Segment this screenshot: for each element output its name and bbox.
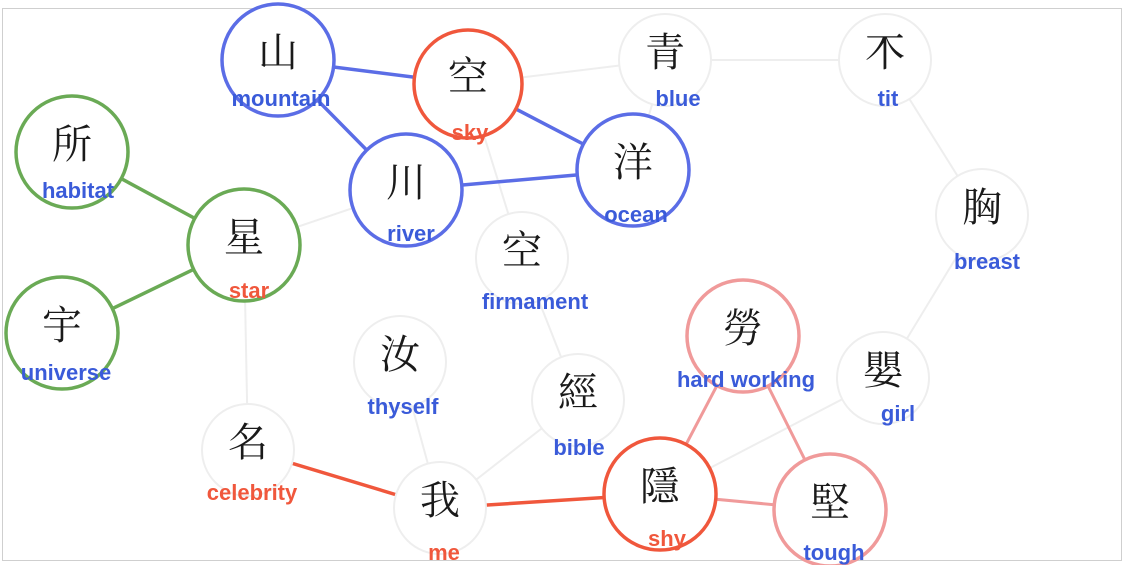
node-label: me xyxy=(428,540,460,565)
seal-script-glyph: 空 xyxy=(502,228,542,274)
node-universe[interactable] xyxy=(6,277,118,389)
node-label: thyself xyxy=(367,394,439,419)
node-tough[interactable] xyxy=(774,454,886,565)
node-label: breast xyxy=(953,249,1021,274)
seal-script-glyph: 宇 xyxy=(42,303,82,349)
node-label: girl xyxy=(880,401,916,426)
seal-script-glyph: 山 xyxy=(258,30,298,76)
seal-script-glyph: 汝 xyxy=(380,332,420,378)
node-label: ocean xyxy=(604,202,668,227)
node-mountain[interactable] xyxy=(222,4,334,116)
seal-script-glyph: 我 xyxy=(420,478,460,524)
seal-script-glyph: 勞 xyxy=(723,306,763,352)
seal-script-glyph: 名 xyxy=(228,420,268,466)
node-label: sky xyxy=(451,120,489,145)
node-blue[interactable] xyxy=(619,14,711,111)
seal-script-glyph: 川 xyxy=(386,160,426,206)
node-label: hard working xyxy=(676,367,816,392)
seal-script-glyph: 嬰 xyxy=(863,348,903,394)
seal-script-glyph: 胸 xyxy=(962,185,1002,231)
node-label: celebrity xyxy=(206,480,298,505)
node-bible[interactable] xyxy=(532,354,624,460)
node-breast[interactable] xyxy=(936,169,1028,274)
node-sky[interactable] xyxy=(414,30,522,145)
node-ocean[interactable] xyxy=(577,114,689,227)
node-label: firmament xyxy=(481,289,589,314)
node-hard-working[interactable] xyxy=(677,280,815,392)
node-tit[interactable] xyxy=(839,14,931,111)
seal-script-glyph: 隱 xyxy=(640,464,680,510)
seal-script-glyph: 洋 xyxy=(613,140,653,186)
node-habitat[interactable] xyxy=(16,96,128,208)
seal-script-glyph: 堅 xyxy=(810,480,850,526)
seal-script-glyph: 星 xyxy=(224,215,264,261)
node-label: tough xyxy=(803,540,865,565)
node-label: star xyxy=(228,278,270,303)
node-me[interactable] xyxy=(394,462,486,565)
seal-script-glyph: 青 xyxy=(645,30,685,76)
node-label: mountain xyxy=(231,86,331,111)
node-river[interactable] xyxy=(350,134,462,246)
seal-script-glyph: 所 xyxy=(52,122,92,168)
node-firmament[interactable] xyxy=(476,212,589,314)
node-label: tit xyxy=(877,86,899,111)
node-label: river xyxy=(387,221,435,246)
node-star[interactable] xyxy=(188,189,300,303)
node-label: bible xyxy=(553,435,605,460)
node-girl[interactable] xyxy=(837,332,929,426)
node-celebrity[interactable] xyxy=(202,404,298,505)
node-thyself[interactable] xyxy=(354,316,446,419)
seal-script-glyph: 𣎴 xyxy=(865,30,905,76)
node-shy[interactable] xyxy=(604,438,716,551)
node-label: universe xyxy=(20,360,112,385)
node-label: shy xyxy=(648,526,686,551)
seal-script-glyph: 空 xyxy=(448,54,488,100)
node-label: habitat xyxy=(41,178,115,203)
seal-script-glyph: 經 xyxy=(558,370,598,416)
node-label: blue xyxy=(655,86,701,111)
